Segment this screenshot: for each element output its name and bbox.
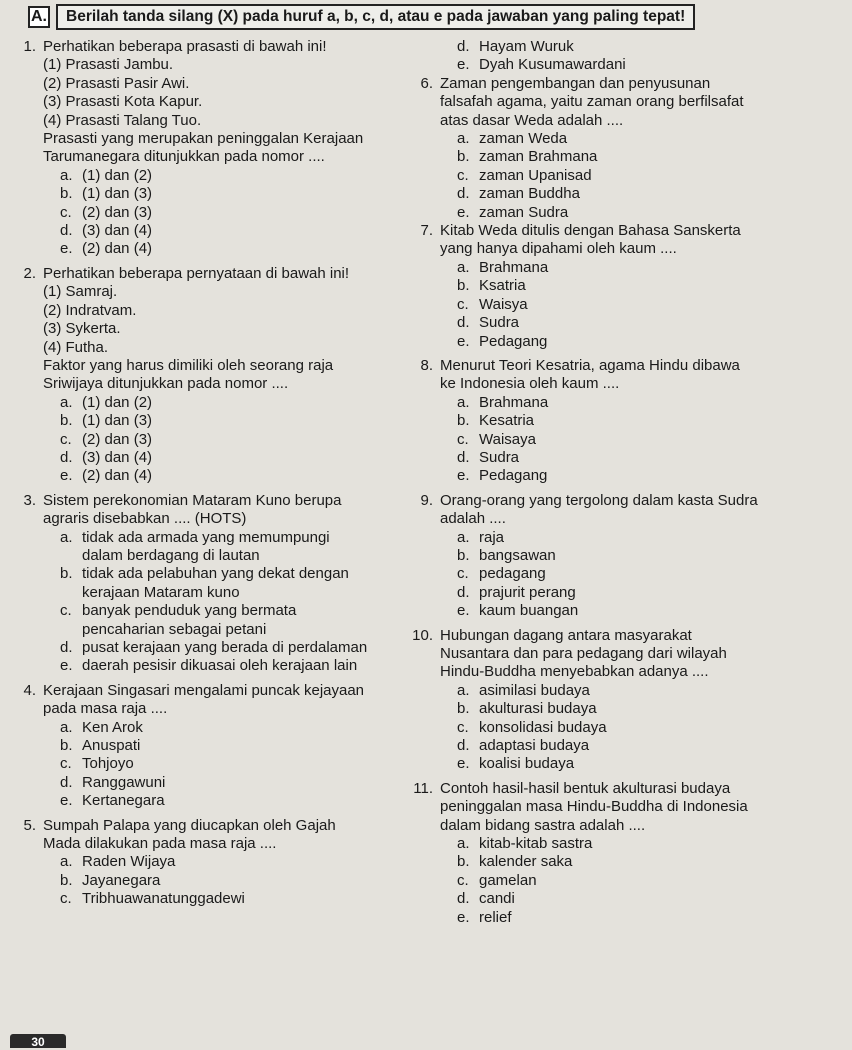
option-text: adaptasi budaya	[479, 737, 590, 755]
question-number: 3.	[23, 491, 36, 509]
question-stem	[6, 682, 416, 719]
answer-option	[457, 38, 843, 56]
question-text: Kerajaan Singasari mengalami puncak kejayaan pada masa raja ....	[43, 681, 365, 718]
answer-options	[403, 259, 843, 351]
question-text: Sumpah Palapa yang diucapkan oleh Gajah Mada dilakukan pada masa raja ....	[43, 816, 336, 853]
option-text: raja	[479, 528, 505, 546]
answer-option	[457, 277, 843, 295]
answer-option	[60, 185, 416, 203]
option-text: Brahmana	[479, 258, 549, 276]
option-letter: a.	[457, 258, 470, 276]
option-text: asimilasi budaya	[479, 681, 590, 699]
option-text: prajurit perang	[479, 583, 576, 601]
option-text: (1) dan (3)	[82, 185, 153, 203]
answer-option	[457, 333, 843, 351]
question-stem	[6, 265, 416, 283]
option-text: tidak ada armada yang memumpungi dalam berdagang di lautan	[82, 528, 330, 564]
option-letter: d.	[457, 448, 470, 466]
option-text: konsolidasi budaya	[479, 718, 607, 736]
option-letter: a.	[457, 393, 470, 411]
question-2	[6, 265, 416, 486]
question-9	[403, 492, 843, 621]
option-text: (2) dan (3)	[82, 203, 153, 221]
answer-option	[60, 890, 416, 908]
option-letter: d.	[60, 448, 73, 466]
option-text: (1) dan (2)	[82, 393, 153, 411]
question-text: Perhatikan beberapa prasasti di bawah ini!	[43, 38, 327, 55]
question-stem	[6, 492, 416, 529]
option-letter: d.	[60, 773, 73, 791]
option-letter: e.	[457, 467, 470, 485]
answer-options	[6, 853, 416, 908]
option-letter: c.	[60, 430, 72, 448]
answer-options	[6, 167, 416, 259]
option-letter: a.	[60, 393, 73, 411]
answer-option	[457, 853, 843, 871]
answer-option	[60, 719, 416, 737]
option-letter: e.	[60, 467, 73, 485]
answer-option	[60, 657, 416, 675]
section-header	[28, 4, 818, 30]
option-letter: b.	[60, 412, 73, 430]
option-text: kaum buangan	[479, 602, 579, 620]
answer-option	[457, 719, 843, 737]
option-text: Ranggawuni	[82, 773, 166, 791]
section-instruction: Berilah tanda silang (X) pada huruf a, b, c, d, atau e pada jawaban yang paling tepat!	[56, 4, 695, 30]
answer-options	[6, 394, 416, 486]
option-text: (3) dan (4)	[82, 222, 153, 240]
option-letter: b.	[457, 546, 470, 564]
question-stem	[403, 492, 843, 529]
option-letter: c.	[457, 565, 469, 583]
answer-option	[457, 547, 843, 565]
answer-option	[457, 204, 843, 222]
question-text: Kitab Weda ditulis dengan Bahasa Sanskerta yang hanya dipahami oleh kaum ....	[440, 222, 741, 258]
answer-options	[403, 682, 843, 774]
question-number: 5.	[23, 816, 36, 834]
option-text: tidak ada pelabuhan yang dekat dengan kerajaan Mataram kuno	[82, 565, 349, 601]
question-text: Contoh hasil-hasil bentuk akulturasi budaya peninggalan masa Hindu-Buddha di Indonesia dalam bidang sastra adalah ....	[440, 779, 748, 834]
question-text: Zaman pengembangan dan penyusunan falsafah agama, yaitu zaman orang berfilsafat atas dasar Weda adalah ....	[440, 74, 744, 129]
option-text: pedagang	[479, 565, 546, 583]
question-number: 6.	[420, 74, 433, 92]
option-text: kalender saka	[479, 853, 573, 871]
question-stem	[6, 817, 416, 854]
option-letter: b.	[457, 148, 470, 166]
answer-options	[6, 529, 416, 676]
question-text: Menurut Teori Kesatria, agama Hindu dibawa ke Indonesia oleh kaum ....	[440, 356, 740, 393]
option-letter: d.	[60, 639, 73, 656]
option-letter: d.	[60, 222, 73, 240]
question-number: 8.	[420, 356, 433, 374]
question-number: 1.	[23, 38, 36, 55]
option-text: Tohjoyo	[82, 755, 134, 773]
option-letter: b.	[457, 277, 470, 295]
option-letter: a.	[60, 718, 73, 736]
option-letter: d.	[457, 890, 470, 908]
option-letter: c.	[60, 602, 72, 620]
question-5-continued	[403, 38, 843, 75]
question-prompt: Faktor yang harus dimiliki oleh seorang raja Sriwijaya ditunjukkan pada nomor ....	[43, 356, 334, 393]
answer-option	[457, 185, 843, 203]
statement-item: (3) Prasasti Kota Kapur.	[43, 93, 203, 111]
answer-option	[60, 872, 416, 890]
option-text: zaman Buddha	[479, 185, 580, 203]
question-4	[6, 682, 416, 811]
statement-item: (2) Prasasti Pasir Awi.	[43, 74, 190, 92]
question-number: 4.	[23, 681, 36, 699]
option-letter: d.	[457, 583, 470, 601]
option-letter: b.	[457, 700, 470, 718]
option-text: Sudra	[479, 448, 520, 466]
answer-option	[457, 835, 843, 853]
option-letter: c.	[457, 295, 469, 313]
section-letter: A.	[28, 6, 50, 28]
option-text: zaman Upanisad	[479, 166, 592, 184]
answer-option	[457, 148, 843, 166]
option-text: Raden Wijaya	[82, 853, 176, 871]
option-letter: a.	[457, 835, 470, 853]
statement-item: (4) Futha.	[43, 338, 109, 356]
option-letter: a.	[60, 528, 73, 546]
answer-option	[457, 467, 843, 485]
statement-item: (2) Indratvam.	[43, 301, 137, 319]
statement-item: (4) Prasasti Talang Tuo.	[43, 111, 202, 129]
option-letter: b.	[457, 412, 470, 430]
option-text: Brahmana	[479, 393, 549, 411]
answer-option	[457, 394, 843, 412]
question-6	[403, 75, 843, 222]
option-letter: e.	[457, 332, 470, 350]
answer-option	[60, 412, 416, 430]
answer-option	[457, 259, 843, 277]
answer-option	[60, 222, 416, 240]
question-8	[403, 357, 843, 486]
answer-option	[457, 412, 843, 430]
answer-option	[60, 602, 416, 639]
answer-option	[60, 755, 416, 773]
answer-option	[457, 737, 843, 755]
answer-option	[60, 565, 416, 602]
option-text: Sudra	[479, 314, 520, 332]
option-letter: d.	[457, 38, 470, 55]
answer-option	[457, 700, 843, 718]
option-text: (1) dan (3)	[82, 412, 153, 430]
answer-options	[403, 529, 843, 621]
option-text: relief	[479, 908, 512, 926]
answer-option	[60, 792, 416, 810]
option-letter: a.	[457, 681, 470, 699]
question-stem	[403, 780, 843, 835]
question-prompt: Prasasti yang merupakan peninggalan Kerajaan Tarumanegara ditunjukkan pada nomor ....	[43, 130, 364, 166]
answer-option	[457, 314, 843, 332]
question-7	[403, 222, 843, 351]
answer-option	[60, 449, 416, 467]
option-letter: c.	[457, 166, 469, 184]
option-text: kitab-kitab sastra	[479, 835, 593, 853]
statement-item: (3) Sykerta.	[43, 320, 121, 338]
option-letter: b.	[60, 871, 73, 889]
question-stem	[6, 38, 416, 56]
right-column	[403, 38, 843, 927]
option-letter: b.	[60, 737, 73, 755]
question-3	[6, 492, 416, 676]
option-text: Hayam Wuruk	[479, 38, 574, 55]
answer-options	[6, 719, 416, 811]
answer-options	[403, 394, 843, 486]
answer-option	[60, 774, 416, 792]
option-letter: c.	[60, 890, 72, 908]
statement-item: (1) Prasasti Jambu.	[43, 56, 174, 74]
option-letter: c.	[60, 755, 72, 773]
question-stem	[403, 627, 843, 682]
answer-option	[457, 449, 843, 467]
option-letter: e.	[60, 240, 73, 258]
question-number: 2.	[23, 264, 36, 282]
question-number: 11.	[413, 779, 433, 797]
option-letter: a.	[457, 130, 470, 148]
answer-option	[457, 584, 843, 602]
answer-option	[457, 565, 843, 583]
option-text: (2) dan (3)	[82, 430, 153, 448]
option-letter: e.	[60, 792, 73, 810]
option-text: koalisi budaya	[479, 755, 575, 773]
question-stem	[403, 222, 843, 259]
option-letter: e.	[457, 602, 470, 620]
answer-option	[60, 639, 416, 657]
option-letter: c.	[457, 430, 469, 448]
answer-option	[457, 755, 843, 773]
option-letter: e.	[457, 56, 470, 74]
statement-item: (1) Samraj.	[43, 283, 118, 301]
answer-option	[60, 167, 416, 185]
answer-option	[60, 529, 416, 566]
option-letter: d.	[457, 185, 470, 203]
option-text: Dyah Kusumawardani	[479, 56, 626, 74]
option-letter: c.	[457, 871, 469, 889]
question-5	[6, 817, 416, 909]
option-letter: a.	[457, 528, 470, 546]
answer-option	[60, 737, 416, 755]
option-letter: c.	[60, 203, 72, 221]
question-10	[403, 627, 843, 774]
option-text: (2) dan (4)	[82, 467, 153, 485]
question-text: Hubungan dagang antara masyarakat Nusantara dan para pedagang dari wilayah Hindu-Buddha menyebabkan adanya ....	[440, 626, 727, 681]
option-text: Waisya	[479, 295, 528, 313]
option-text: bangsawan	[479, 546, 556, 564]
option-text: (2) dan (4)	[82, 240, 153, 258]
option-text: Tribhuawanatunggadewi	[82, 890, 245, 908]
option-text: Pedagang	[479, 332, 548, 350]
option-text: zaman Sudra	[479, 203, 569, 221]
answer-option	[457, 296, 843, 314]
option-letter: c.	[457, 718, 469, 736]
option-text: banyak penduduk yang bermata pencaharian sebagai petani	[82, 602, 297, 638]
option-letter: a.	[60, 853, 73, 871]
question-text: Sistem perekonomian Mataram Kuno berupa agraris disebabkan .... (HOTS)	[43, 491, 342, 528]
option-text: Waisaya	[479, 430, 536, 448]
answer-option	[60, 853, 416, 871]
option-letter: d.	[457, 314, 470, 332]
question-number: 10.	[412, 626, 433, 644]
answer-option	[457, 431, 843, 449]
answer-option	[457, 890, 843, 908]
option-letter: b.	[60, 565, 73, 583]
question-number: 7.	[420, 222, 433, 240]
answer-options	[403, 38, 843, 75]
question-stem	[403, 75, 843, 130]
option-letter: e.	[457, 755, 470, 773]
option-text: Ken Arok	[82, 718, 143, 736]
option-letter: a.	[60, 166, 73, 184]
option-text: daerah pesisir dikuasai oleh kerajaan lain	[82, 657, 358, 675]
option-text: Anuspati	[82, 737, 141, 755]
answer-options	[403, 835, 843, 927]
statement-list	[6, 56, 416, 130]
option-text: Kertanegara	[82, 792, 165, 810]
question-text: Perhatikan beberapa pernyataan di bawah ini!	[43, 264, 350, 282]
option-text: Ksatria	[479, 277, 526, 295]
option-text: Jayanegara	[82, 871, 161, 889]
answer-option	[457, 529, 843, 547]
option-letter: e.	[457, 908, 470, 926]
question-11	[403, 780, 843, 927]
answer-option	[457, 130, 843, 148]
answer-option	[60, 204, 416, 222]
page-number: 30	[10, 1034, 66, 1048]
option-text: zaman Weda	[479, 130, 568, 148]
option-text: candi	[479, 890, 515, 908]
answer-option	[60, 394, 416, 412]
statement-list	[6, 283, 416, 357]
question-stem	[403, 357, 843, 394]
option-letter: b.	[457, 853, 470, 871]
answer-option	[457, 602, 843, 620]
answer-option	[457, 56, 843, 74]
option-text: akulturasi budaya	[479, 700, 597, 718]
option-text: Kesatria	[479, 412, 535, 430]
left-column	[6, 38, 416, 909]
answer-option	[60, 467, 416, 485]
option-letter: d.	[457, 737, 470, 755]
answer-option	[60, 431, 416, 449]
option-text: pusat kerajaan yang berada di perdalaman	[82, 639, 368, 656]
question-text: Orang-orang yang tergolong dalam kasta Sudra adalah ....	[440, 491, 758, 528]
answer-option	[457, 872, 843, 890]
option-letter: e.	[457, 203, 470, 221]
option-text: gamelan	[479, 871, 537, 889]
answer-option	[60, 240, 416, 258]
question-1	[6, 38, 416, 259]
option-letter: b.	[60, 185, 73, 203]
option-text: (1) dan (2)	[82, 166, 153, 184]
answer-options	[403, 130, 843, 222]
answer-option	[457, 909, 843, 927]
option-text: Pedagang	[479, 467, 548, 485]
option-text: zaman Brahmana	[479, 148, 598, 166]
option-text: (3) dan (4)	[82, 448, 153, 466]
option-letter: e.	[60, 657, 73, 675]
answer-option	[457, 167, 843, 185]
question-number: 9.	[420, 491, 433, 509]
answer-option	[457, 682, 843, 700]
